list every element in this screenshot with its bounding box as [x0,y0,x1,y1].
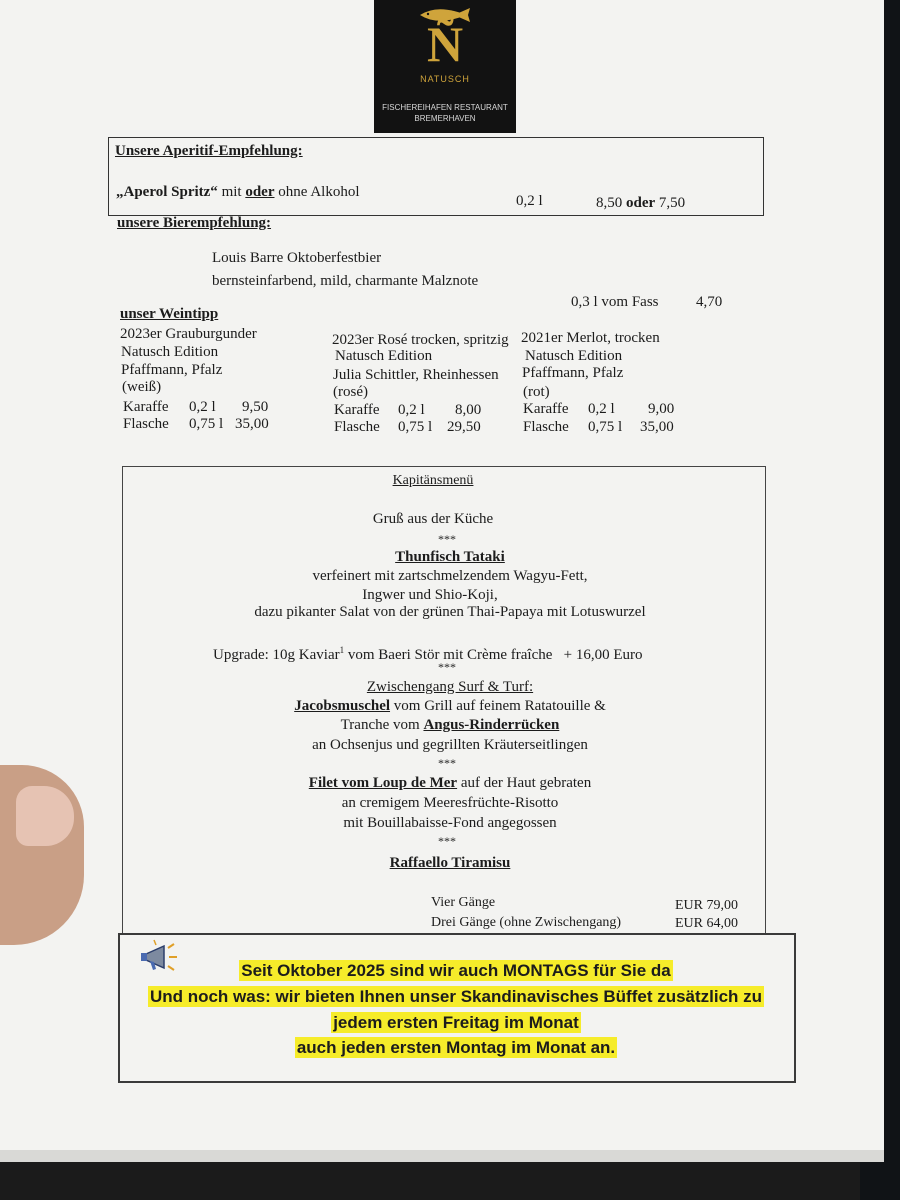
beer-price: 4,70 [696,294,723,310]
course1-line3: dazu pikanter Salat von der grünen Thai-Papaya mit Lotuswurzel [254,604,646,620]
aperitif-price [596,194,685,212]
wine-3-carafe-label: Karaffe [523,401,569,417]
wine-2-carafe-volume: 0,2 l [398,402,425,418]
wine-2-bottle-price: 29,50 [447,419,481,435]
course3-line3: mit Bouillabaisse-Fond angegossen [343,815,557,831]
wine-1-carafe-price: 9,50 [242,399,269,415]
aperitif-drink-mit: mit [217,184,246,200]
course2-line1-rest: vom Grill auf feinem Ratatouille & [390,698,606,714]
aperitif-price-with: 8,50 [596,195,623,211]
course2-title: Zwischengang Surf & Turf: [366,679,534,695]
wine-1-carafe-volume: 0,2 l [189,399,216,415]
wine-heading: unser Weintipp [120,306,219,322]
menu-greeting: Gruß aus der Küche [372,511,494,527]
course1-line1: verfeinert mit zartschmelzendem Wagyu-Fett, [312,568,588,584]
course1-title: Thunfisch Tataki [395,549,505,565]
course2-line1 [240,697,660,715]
notice-line1-wrap [119,962,793,981]
course2-line3: an Ochsenjus und gegrillten Kräuterseitlingen [312,737,588,753]
menu-title: Kapitänsmenü [392,473,474,488]
upgrade-text-a: Upgrade: 10g Kaviar [213,647,340,663]
notice-line3: jedem ersten Freitag im Monat [333,1013,579,1032]
wine-2-bottle-label: Flasche [334,419,380,435]
price-three-courses: EUR 64,00 [675,916,738,931]
wine-2-line2: Natusch Edition [335,348,433,364]
menu-separator: *** [438,756,456,770]
wine-3-carafe-price: 9,00 [648,401,675,417]
wine-1-bottle-label: Flasche [123,416,169,432]
wine-3-line2: Natusch Edition [525,348,623,364]
course2-scallop: Jacobsmuschel [294,698,391,714]
menu-separator: *** [438,660,456,674]
notice-line4-wrap [119,1039,793,1058]
course3-fish: Filet vom Loup de Mer [308,775,458,791]
beer-description: bernsteinfarbend, mild, charmante Malznote [212,273,479,289]
wine-3-line1: 2021er Merlot, trocken [521,330,660,346]
notice-box [118,933,796,1083]
logo-subtitle: FISCHEREIHAFEN RESTAURANT [382,103,508,112]
aperitif-price-without: 7,50 [658,195,686,211]
notice-line2-wrap [119,988,793,1007]
restaurant-logo [374,0,516,133]
wine-1-bottle-volume: 0,75 l [189,416,224,432]
aperitif-volume: 0,2 l [516,193,543,209]
wine-2-line1: 2023er Rosé trocken, spritzig [332,332,509,348]
wine-2-bottle-volume: 0,75 l [398,419,433,435]
notice-line4: auch jeden ersten Montag im Monat an. [296,1038,616,1057]
course3-line1 [240,774,660,792]
course2-line2-pre: Tranche vom [340,717,424,733]
menu-separator: *** [438,532,456,546]
aperitif-drink-oder: oder [245,184,275,200]
price-four-courses: EUR 79,00 [675,898,738,913]
wine-3-line4: (rot) [523,384,550,400]
notice-line3-wrap [119,1014,793,1033]
beer-heading: unsere Bierempfehlung: [117,215,272,231]
notice-line2: Und noch was: wir bieten Ihnen unser Skandinavisches Büffet zusätzlich zu [149,987,763,1006]
wine-3-carafe-volume: 0,2 l [588,401,615,417]
course1-line2: Ingwer und Shio-Koji, [362,587,498,603]
wine-2-line3: Julia Schittler, Rheinhessen [333,367,499,383]
wine-1-line2: Natusch Edition [121,344,219,360]
wine-1-carafe-label: Karaffe [123,399,169,415]
course2-line2 [260,716,640,734]
aperitif-drink-name: „Aperol Spritz“ [116,184,218,200]
wine-1-bottle-price: 35,00 [235,416,269,432]
wine-1-line3: Pfaffmann, Pfalz [121,362,223,378]
aperitif-price-separator: oder [626,195,656,211]
wine-3-line3: Pfaffmann, Pfalz [522,365,624,381]
beer-volume: 0,3 l vom Fass [571,294,659,310]
price-three-courses-label: Drei Gänge (ohne Zwischengang) [431,915,622,930]
wine-3-bottle-volume: 0,75 l [588,419,623,435]
logo-letter: Ñ [426,16,464,72]
dessert: Raffaello Tiramisu [389,855,511,871]
notice-line1: Seit Oktober 2025 sind wir auch MONTAGS für Sie da [241,961,671,980]
course3-line2: an cremigem Meeresfrüchte-Risotto [341,795,559,811]
course2-angus: Angus-Rinderrücken [423,717,560,733]
menu-separator: *** [438,834,456,848]
logo-name: NATUSCH [420,74,470,84]
thumb-nail [16,786,74,846]
upgrade-text-b: vom Baeri Stör mit Crème fraîche [344,647,553,663]
aperitif-heading: Unsere Aperitif-Empfehlung: [115,143,303,159]
wine-1-line1: 2023er Grauburgunder [120,326,257,342]
wine-1-line4: (weiß) [122,379,162,395]
wine-2-carafe-price: 8,00 [455,402,482,418]
course3-line1-rest: auf der Haut gebraten [457,775,592,791]
wine-2-line4: (rosé) [333,384,368,400]
wine-3-bottle-price: 35,00 [640,419,674,435]
aperitif-drink-ohne: ohne Alkohol [274,184,360,200]
logo-city: BREMERHAVEN [414,114,476,123]
upgrade-price: + 16,00 Euro [563,647,643,663]
wine-3-bottle-label: Flasche [523,419,569,435]
wine-2-carafe-label: Karaffe [334,402,380,418]
beer-name: Louis Barre Oktoberfestbier [212,250,382,266]
aperitif-drink [116,183,360,201]
price-four-courses-label: Vier Gänge [431,895,496,910]
paper-shadow [0,1150,884,1162]
upgrade-footnote: 1 [339,645,345,655]
